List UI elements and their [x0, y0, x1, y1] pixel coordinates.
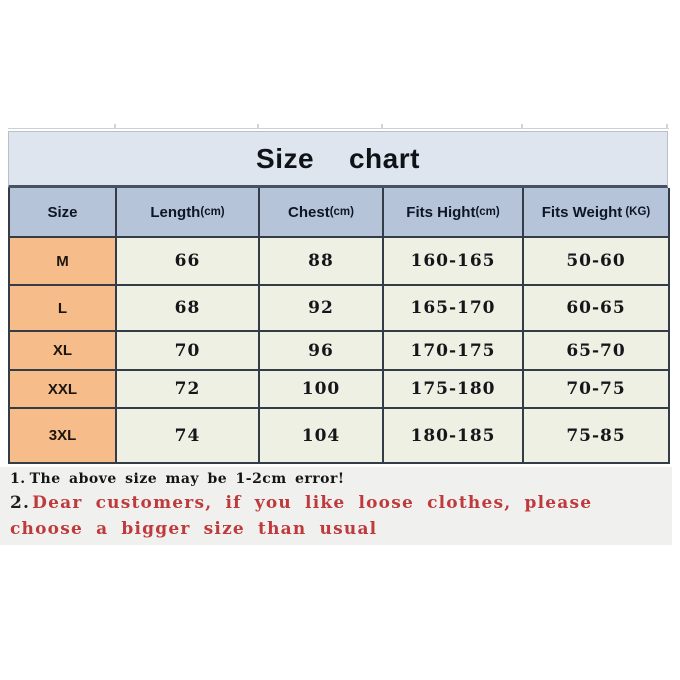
size-cell: M: [10, 238, 117, 286]
note-text: The above size may be 1-2cm error!: [29, 471, 345, 487]
note-text: Dear customers, if you like loose clothes, please choose a bigger size than usual: [10, 493, 593, 539]
length-value-cell: 70: [117, 332, 260, 371]
column-boundary-tick: [114, 124, 116, 129]
note-loose-clothes: [10, 490, 666, 542]
fits-weight-value-cell: 75-85: [524, 409, 670, 464]
chest-value-cell: 96: [260, 332, 384, 371]
header-unit: (cm): [475, 206, 500, 218]
column-boundary-tick: [381, 124, 383, 129]
fits-weight-value-cell: 60-65: [524, 286, 670, 332]
fits-height-value-cell: 180-185: [384, 409, 524, 464]
fits-height-value-cell: 170-175: [384, 332, 524, 371]
length-value-cell: 68: [117, 286, 260, 332]
chart-title-row: [8, 131, 668, 188]
fits-weight-value-cell: 70-75: [524, 371, 670, 409]
header-label: Fits Weight: [541, 203, 623, 221]
header-label: Size: [47, 203, 78, 221]
fits-height-value-cell: 160-165: [384, 238, 524, 286]
length-value-cell: 72: [117, 371, 260, 409]
fits-weight-value-cell: 65-70: [524, 332, 670, 371]
header-unit: (cm): [200, 206, 225, 218]
size-table-grid: [8, 188, 668, 464]
column-boundary-tick: [666, 124, 668, 129]
fits-height-value-cell: 165-170: [384, 286, 524, 332]
header-label: Chest: [288, 203, 330, 221]
column-header-fits-weight: [524, 188, 670, 238]
column-header-length: [117, 188, 260, 238]
length-value-cell: 66: [117, 238, 260, 286]
chest-value-cell: 100: [260, 371, 384, 409]
fits-height-value-cell: 175-180: [384, 371, 524, 409]
note-number: 2.: [10, 493, 31, 513]
size-cell: 3XL: [10, 409, 117, 464]
size-cell: XL: [10, 332, 117, 371]
notes-section: [0, 467, 672, 545]
chest-value-cell: 88: [260, 238, 384, 286]
page-title: Size chart: [256, 142, 420, 174]
column-header-size: [10, 188, 117, 238]
header-unit: (cm): [329, 206, 354, 218]
column-boundary-tick: [521, 124, 523, 129]
column-header-fits-height: [384, 188, 524, 238]
table-top-line: [8, 128, 669, 129]
note-number: 1.: [10, 471, 26, 487]
size-chart-table: [8, 131, 668, 464]
header-unit: (KG): [625, 206, 651, 218]
size-cell: L: [10, 286, 117, 332]
length-value-cell: 74: [117, 409, 260, 464]
fits-weight-value-cell: 50-60: [524, 238, 670, 286]
size-cell: XXL: [10, 371, 117, 409]
chest-value-cell: 92: [260, 286, 384, 332]
header-label: Fits Hight: [406, 203, 476, 221]
column-boundary-tick: [257, 124, 259, 129]
column-header-chest: [260, 188, 384, 238]
header-label: Length: [150, 203, 201, 221]
note-size-error: [10, 471, 672, 487]
chest-value-cell: 104: [260, 409, 384, 464]
